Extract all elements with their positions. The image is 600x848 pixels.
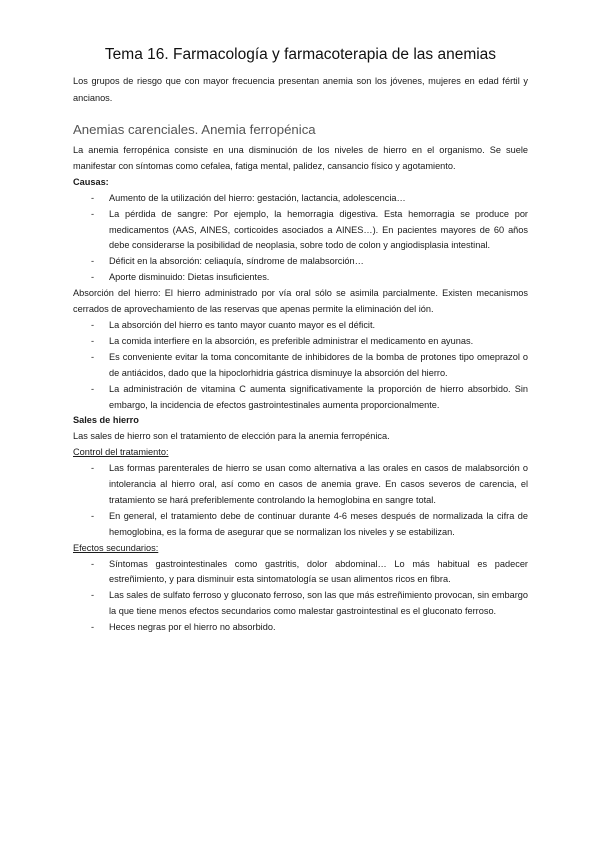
list-item-text: Aumento de la utilización del hierro: gestación, lactancia, adolescencia… bbox=[109, 192, 406, 203]
sales-paragraph: Las sales de hierro son el tratamiento de elección para la anemia ferropénica. bbox=[73, 431, 390, 442]
list-item-text: Es conveniente evitar la toma concomitante de inhibidores de la bomba de protones tipo omeprazol o de antiácidos, dado que la hipoclorhidria gástrica disminuye la absorción del hierro. bbox=[109, 351, 528, 378]
dash-bullet: - bbox=[91, 383, 95, 394]
list-item bbox=[73, 350, 528, 382]
efectos-heading: Efectos secundarios: bbox=[73, 542, 159, 553]
list-item-text: Síntomas gastrointestinales como gastritis, dolor abdominal… Lo más habitual es padecer estreñimiento, y para disminuir esta sintomatología se usan alimentos ricos en fibra. bbox=[109, 558, 528, 585]
absorcion-paragraph: Absorción del hierro: El hierro administrado por vía oral sólo se asimila parcialmente. Existen mecanismos cerrados de aprovechamiento de las reservas que apenas permite la eliminación del ión. bbox=[73, 288, 528, 315]
section-heading: Anemias carenciales. Anemia ferropénica bbox=[73, 122, 316, 137]
dash-bullet: - bbox=[91, 208, 95, 219]
list-item bbox=[73, 509, 528, 541]
intro-paragraph: Los grupos de riesgo que con mayor frecuencia presentan anemia son los jóvenes, mujeres en edad fértil y ancianos. bbox=[73, 76, 528, 103]
dash-bullet: - bbox=[91, 319, 95, 330]
list-item bbox=[73, 620, 528, 636]
list-item bbox=[73, 191, 528, 207]
efectos-list bbox=[73, 557, 528, 637]
list-item-text: Déficit en la absorción: celiaquía, síndrome de malabsorción… bbox=[109, 256, 364, 267]
list-item-text: La absorción del hierro es tanto mayor cuanto mayor es el déficit. bbox=[109, 319, 376, 330]
control-list bbox=[73, 461, 528, 541]
control-heading: Control del tratamiento: bbox=[73, 447, 169, 458]
dash-bullet: - bbox=[91, 192, 95, 203]
list-item-text: La comida interfiere en la absorción, es preferible administrar el medicamento en ayunas. bbox=[109, 335, 474, 346]
list-item bbox=[73, 461, 528, 509]
list-item-text: Las formas parenterales de hierro se usan como alternativa a las orales en casos de malabsorción o intolerancia al hierro oral, así como en casos de anemia grave. En casos severos de carencia, el tratamiento se hará preferiblemente controlando la hemoglobina en sangre total. bbox=[109, 463, 528, 505]
list-item bbox=[73, 318, 528, 334]
document-body bbox=[73, 143, 528, 636]
dash-bullet: - bbox=[91, 351, 95, 362]
list-item bbox=[73, 270, 528, 286]
list-item bbox=[73, 334, 528, 350]
dash-bullet: - bbox=[91, 335, 95, 346]
causas-label: Causas: bbox=[73, 176, 109, 187]
list-item bbox=[73, 254, 528, 270]
dash-bullet: - bbox=[91, 558, 95, 569]
dash-bullet: - bbox=[91, 272, 95, 283]
dash-bullet: - bbox=[91, 622, 95, 633]
list-item bbox=[73, 382, 528, 414]
causas-list bbox=[73, 191, 528, 286]
list-item-text: La pérdida de sangre: Por ejemplo, la hemorragia digestiva. Esta hemorragia se produce por medicamentos (AAS, AINES, corticoides asociados a AINES…). En pacientes mayores de 60 años debe considerarse la posibilidad de neoplasia, sobre todo de colon y angiodisplasia intestinal. bbox=[109, 208, 528, 251]
list-item-text: Aporte disminuido: Dietas insuficientes. bbox=[109, 272, 270, 283]
absorcion-list bbox=[73, 318, 528, 413]
list-item bbox=[73, 207, 528, 255]
sales-heading: Sales de hierro bbox=[73, 415, 139, 426]
dash-bullet: - bbox=[91, 510, 95, 521]
definition-paragraph: La anemia ferropénica consiste en una disminución de los niveles de hierro en el organismo. Se suele manifestar con síntomas como cefalea, fatiga mental, palidez, cansancio físico y agotamiento. bbox=[73, 145, 528, 171]
list-item-text: Heces negras por el hierro no absorbido. bbox=[109, 622, 276, 633]
page-title: Tema 16. Farmacología y farmacoterapia de las anemias bbox=[104, 46, 497, 63]
list-item bbox=[73, 557, 528, 589]
dash-bullet: - bbox=[91, 463, 95, 474]
dash-bullet: - bbox=[91, 590, 95, 601]
list-item-text: En general, el tratamiento debe de continuar durante 4-6 meses después de normalizada la cifra de hemoglobina, es la forma de asegurar que se normalizan los niveles y se estabilizan. bbox=[109, 510, 528, 537]
dash-bullet: - bbox=[91, 256, 95, 267]
list-item bbox=[73, 588, 528, 620]
list-item-text: La administración de vitamina C aumenta significativamente la proporción de hierro absorbido. Sin embargo, la incidencia de efectos gastrointestinales aumenta proporcionalmente. bbox=[109, 383, 528, 410]
list-item-text: Las sales de sulfato ferroso y gluconato ferroso, son las que más estreñimiento provocan, sin embargo la que tiene menos efectos secundarios como malestar gastrointestinal es el gluconato ferroso. bbox=[109, 590, 528, 617]
